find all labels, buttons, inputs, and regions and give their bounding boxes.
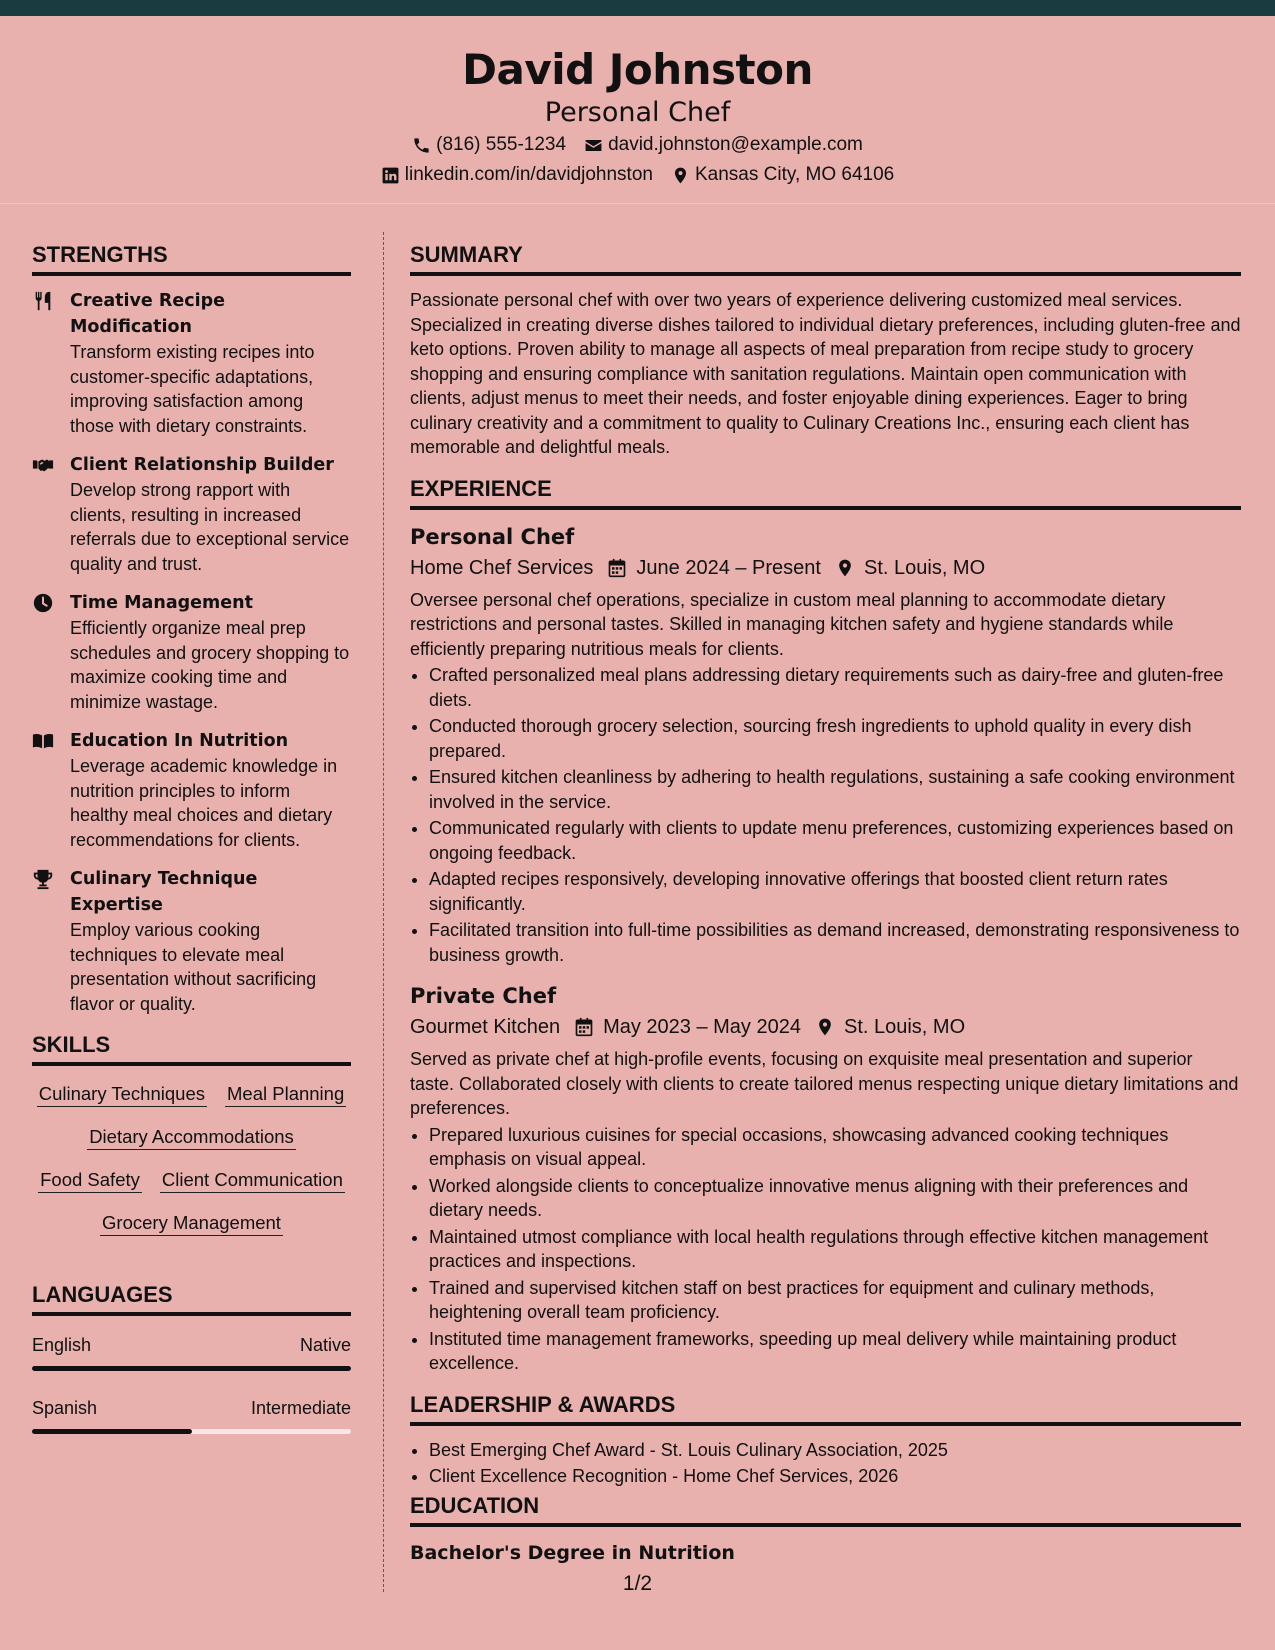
- column-separator: [383, 232, 384, 1592]
- contact-row-1: [0, 130, 1275, 160]
- summary-text: Passionate personal chef with over two years of experience delivering customized meal services. Specialized in creating diverse dishes tailored to individual dietary preferences, including gluten-free and keto options. Proven ability to manage all aspects of meal preparation from recipe study to grocery shopping and ensuring compliance with sanitation regulations. Maintain open communication with clients, adjust menus to meet their needs, and foster enjoyable dining experiences. Eager to bring culinary creativity and a commitment to quality to Culinary Creations Inc., ensuring each client has memorable and delightful meals.: [410, 290, 1241, 457]
- job-location: St. Louis, MO: [843, 1016, 966, 1038]
- location-contact: [671, 160, 894, 190]
- top-accent-bar: [0, 0, 1275, 16]
- strength-title: Client Relationship Builder: [70, 455, 334, 475]
- job-bullet: • Ensured kitchen cleanliness by adhering to health regulations, sustaining a safe cooking environment involved in the service.: [429, 765, 1241, 814]
- header-divider: [0, 203, 1275, 204]
- job-title: Personal Chef: [410, 524, 575, 549]
- job-bullet: • Conducted thorough grocery selection, sourcing fresh ingredients to uphold quality in every dish prepared.: [429, 714, 1241, 763]
- candidate-title: Personal Chef: [544, 97, 731, 128]
- job-bullets: [410, 1123, 1241, 1376]
- strength-description: Develop strong rapport with clients, resulting in increased referrals due to exceptional service quality and trust.: [70, 480, 350, 574]
- language-proficiency-fill: [32, 1429, 192, 1434]
- skill-tag: Food Safety: [38, 1168, 142, 1193]
- language-proficiency-fill: [32, 1366, 351, 1371]
- job-dates: May 2023 – May 2024: [603, 1016, 801, 1038]
- language-proficiency-bar: [32, 1429, 351, 1434]
- job-description: Served as private chef at high-profile events, focusing on exquisite meal presentation and superior taste. Collaborated closely with clients to create tailored menus respecting unique dietary limitations and preferences.: [410, 1049, 1239, 1118]
- candidate-name: David Johnston: [462, 45, 813, 94]
- strength-description: Employ various cooking techniques to elevate meal presentation without sacrificing flavor or quality.: [70, 920, 317, 1014]
- job-title: Private Chef: [410, 984, 557, 1008]
- strength-item: [32, 728, 351, 852]
- job-bullet: • Crafted personalized meal plans addressing dietary requirements such as dairy-free and gluten-free diets.: [429, 663, 1241, 712]
- job-bullet: • Maintained utmost compliance with local health regulations through effective kitchen management practices and inspections.: [429, 1225, 1241, 1274]
- strength-title: Time Management: [70, 593, 253, 613]
- strength-item: [32, 590, 351, 714]
- job-bullet: • Worked alongside clients to conceptualize innovative menus aligning with their preferences and dietary needs.: [429, 1174, 1241, 1223]
- experience-heading: EXPERIENCE: [410, 474, 1241, 510]
- job-bullet: • Communicated regularly with clients to update menu preferences, customizing experiences based on ongoing feedback.: [429, 816, 1241, 865]
- summary-heading: SUMMARY: [410, 240, 1241, 276]
- job-meta: [410, 552, 1241, 584]
- utensils-icon: [32, 290, 54, 312]
- strength-title: Education In Nutrition: [70, 731, 289, 751]
- phone-text: (816) 555-1234: [436, 134, 567, 155]
- job-bullet: • Trained and supervised kitchen staff on best practices for equipment and culinary methods, heightening overall team proficiency.: [429, 1276, 1241, 1325]
- page-number: 1/2: [622, 1572, 653, 1595]
- job-entry: [410, 522, 1241, 968]
- strengths-heading: STRENGTHS: [32, 240, 351, 276]
- job-meta: [410, 1011, 1241, 1043]
- phone-contact[interactable]: [412, 130, 566, 160]
- awards-list: [410, 1438, 1241, 1489]
- award-item: • Client Excellence Recognition - Home Chef Services, 2026: [429, 1464, 1241, 1489]
- strength-title: Creative Recipe Modification: [70, 291, 225, 337]
- job-dates: June 2024 – Present: [636, 556, 821, 579]
- strength-item: [32, 866, 351, 1016]
- language-level: Native: [299, 1335, 351, 1355]
- clock-icon: [32, 592, 54, 614]
- job-bullet: • Instituted time management frameworks, speeding up meal delivery while maintaining product excellence.: [429, 1327, 1241, 1376]
- linkedin-text: linkedin.com/in/davidjohnston: [404, 164, 653, 185]
- contact-row-2: [0, 160, 1275, 190]
- skill-tag: Grocery Management: [100, 1211, 283, 1236]
- strength-item: [32, 452, 351, 576]
- resume-header: [0, 16, 1275, 204]
- skill-tag: Dietary Accommodations: [87, 1125, 296, 1150]
- skills-heading: SKILLS: [32, 1030, 351, 1066]
- map-pin-icon: [815, 1017, 835, 1037]
- strength-description: Transform existing recipes into customer-specific adaptations, improving satisfaction among those with dietary constraints.: [70, 342, 315, 436]
- book-open-icon: [32, 730, 54, 752]
- phone-icon: [412, 136, 431, 155]
- education-heading: EDUCATION: [410, 1491, 1241, 1527]
- envelope-icon: [584, 136, 603, 155]
- job-bullets: [410, 663, 1241, 967]
- linkedin-icon: [381, 166, 400, 185]
- award-item: • Best Emerging Chef Award - St. Louis Culinary Association, 2025: [429, 1438, 1241, 1463]
- skills-list: [32, 1078, 351, 1246]
- linkedin-contact[interactable]: [381, 160, 653, 190]
- calendar-icon: [574, 1017, 594, 1037]
- awards-heading: LEADERSHIP & AWARDS: [410, 1390, 1241, 1426]
- language-item: [32, 1395, 351, 1434]
- language-name: Spanish: [32, 1398, 98, 1418]
- trophy-icon: [32, 868, 54, 890]
- language-level: Intermediate: [250, 1398, 351, 1418]
- job-company: Home Chef Services: [410, 556, 594, 579]
- skill-tag: Culinary Techniques: [37, 1082, 207, 1107]
- language-name: English: [32, 1335, 92, 1355]
- job-description: Oversee personal chef operations, specialize in custom meal planning to accommodate dietary restrictions and personal tastes. Skilled in managing kitchen safety and hygiene standards while efficiently preparing nutritious meals for clients.: [410, 589, 1174, 659]
- education-degree: Bachelor's Degree in Nutrition: [410, 1541, 735, 1564]
- calendar-icon: [607, 558, 627, 578]
- location-text: Kansas City, MO 64106: [694, 164, 895, 185]
- handshake-icon: [32, 454, 54, 476]
- job-bullet: • Prepared luxurious cuisines for special occasions, showcasing advanced cooking techniques emphasis on visual appeal.: [429, 1123, 1241, 1172]
- job-bullet: • Adapted recipes responsively, developing innovative offerings that boosted client return rates significantly.: [429, 867, 1241, 916]
- skill-tag: Meal Planning: [225, 1082, 346, 1107]
- email-contact[interactable]: [584, 130, 863, 160]
- strength-description: Leverage academic knowledge in nutrition principles to inform healthy meal choices and dietary recommendations for clients.: [70, 756, 338, 850]
- left-column: [32, 240, 351, 1458]
- language-item: [32, 1332, 351, 1371]
- email-text: david.johnston@example.com: [608, 134, 863, 155]
- map-pin-icon: [835, 558, 855, 578]
- right-column: [410, 240, 1241, 1567]
- job-company: Gourmet Kitchen: [410, 1016, 561, 1038]
- job-location: St. Louis, MO: [864, 556, 986, 579]
- skill-tag: Client Communication: [160, 1168, 345, 1193]
- language-proficiency-bar: [32, 1366, 351, 1371]
- map-pin-icon: [671, 166, 690, 185]
- strength-item: [32, 288, 351, 438]
- strength-description: Efficiently organize meal prep schedules and grocery shopping to maximize cooking time and minimize wastage.: [70, 618, 350, 712]
- languages-heading: LANGUAGES: [32, 1280, 351, 1316]
- strength-title: Culinary Technique Expertise: [70, 869, 258, 915]
- job-entry: [410, 981, 1241, 1376]
- job-bullet: • Facilitated transition into full-time possibilities as demand increased, demonstrating responsiveness to business growth.: [429, 918, 1241, 967]
